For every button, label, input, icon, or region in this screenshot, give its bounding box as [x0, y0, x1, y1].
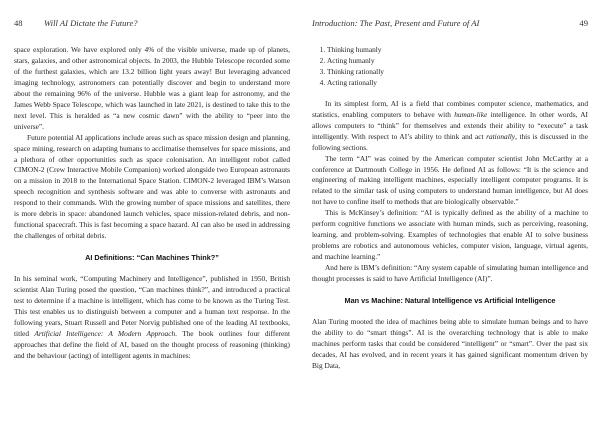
- left-running-header: [14, 18, 290, 30]
- left-paragraph-3: In his seminal work, “Computing Machinery and Intelligence”, published in 1950, British scientist Alan Turing posed the question, “Can machines think?”, and introduced a practical test to determine if a machine is intelligent, which has come to be known as the Turing Test. This test enables us to distinguish between a computer and a human text response. In the following years, Stuart Russell and Peter Norvig published one of the leading AI textbooks, titled Artificial Intelligence: A Modern Approach. The book outlines four different approaches that define the field of AI, based on the thought process of reasoning (thinking) and the behaviour (acting) of intelligent agents in machines:: [14, 274, 290, 360]
- list-item: 4. Acting rationally: [327, 78, 588, 89]
- left-page: [14, 0, 290, 448]
- left-paragraph-2: Future potential AI applications include areas such as space mission design and planning, space mining, research on adapting humans to acclimatise themselves for space missions, and a plethora of other opportunities such as space colonisation. An intelligent robot called CIMON-2 (Crew Interactive Mobile Companion) worked alongside two European astronauts on a mission in 2018 to the International Space Station. CIMON-2 leveraged IBM’s Watson speech recognition and synthesis software and was able to converse with astronauts and respond to their commands. With the growing number of space missions and satellites, there is more debris in space: abandoned launch vehicles, space mission-related debris, and non-functional spacecraft. This is fast becoming a space hazard. AI can also be used in addressing the challenges of orbital debris.: [14, 132, 290, 241]
- right-page-number: 49: [579, 18, 588, 28]
- left-page-number: 48: [14, 18, 23, 28]
- right-section-heading: Man vs Machine: Natural Intelligence vs Artificial Intelligence: [344, 296, 556, 306]
- right-running-header: [312, 18, 588, 30]
- right-paragraph-3: This is McKinsey’s definition: “AI is typically defined as the ability of a machine to perform cognitive functions we associate with human minds, such as perceiving, reasoning, learning, and problem-solving. Examples of technologies that enable AI to solve business problems are robotics and autonomous vehicles, computer vision, language, virtual agents, and machine learning.”: [312, 208, 588, 262]
- approaches-list: [312, 45, 588, 89]
- right-paragraph-2: The term “AI” was coined by the American computer scientist John McCarthy at a conference at Dartmouth College in 1956. He defined AI as follows: “It is the science and engineering of making intelligent machines, especially intelligent computer programs. It is related to the similar task of using computers to understand human intelligence, but AI does not have to confine itself to methods that are biologically observable.”: [312, 153, 588, 207]
- list-item: 3. Thinking rationally: [327, 67, 588, 78]
- right-running-title: Introduction: The Past, Present and Future of AI: [312, 18, 480, 28]
- left-section-heading: AI Definitions: “Can Machines Think?”: [85, 253, 219, 263]
- right-paragraph-4: And here is IBM’s definition: “Any system capable of simulating human intelligence and thought processes is said to have Artificial Intelligence (AI)”.: [312, 263, 588, 284]
- right-paragraph-1: In its simplest form, AI is a field that combines computer science, mathematics, and statistics, enabling computers to behave with human-like intelligence. In other words, AI allows computers to “think” for themselves and extends their ability to “execute” a task intelligently. With respect to AI’s ability to think and act rationally, this is discussed in the following sections.: [312, 98, 589, 152]
- right-page-body: [312, 45, 588, 372]
- book-title: Artificial Intelligence: A Modern Approach: [34, 328, 176, 338]
- list-item: 1. Thinking humanly: [327, 45, 588, 56]
- left-running-title: Will AI Dictate the Future?: [44, 18, 138, 28]
- left-paragraph-1: space exploration. We have explored only 4% of the visible universe, made up of planets, stars, galaxies, and other astronomical objects. In 2003, the Hubble Telescope recorded some of the furthest galaxies, which are 13.2 billion light years away! But leveraging advanced imaging technology, astronomers can potentially discover and begin to understand more about the remaining 96% of the universe. Hubble was a giant leap for astronomy, and the James Webb Space Telescope, which was launched in late 2021, is destined to take this to the next level. This is heralded as “a new cosmic dawn” with the ability to “peer into the universe”.: [14, 45, 290, 131]
- list-item: 2. Acting humanly: [327, 56, 588, 67]
- right-paragraph-5: Alan Turing mooted the idea of machines being able to simulate human beings and to have the ability to do “smart things”. AI is the overarching technology that is able to make machines perform tasks that could be considered “intelligent” or “smart”. Over the past six decades, AI has evolved, and in recent years it has gained significant momentum driven by Big Data,: [312, 317, 588, 370]
- right-page: [312, 0, 588, 448]
- left-page-body: [14, 45, 290, 362]
